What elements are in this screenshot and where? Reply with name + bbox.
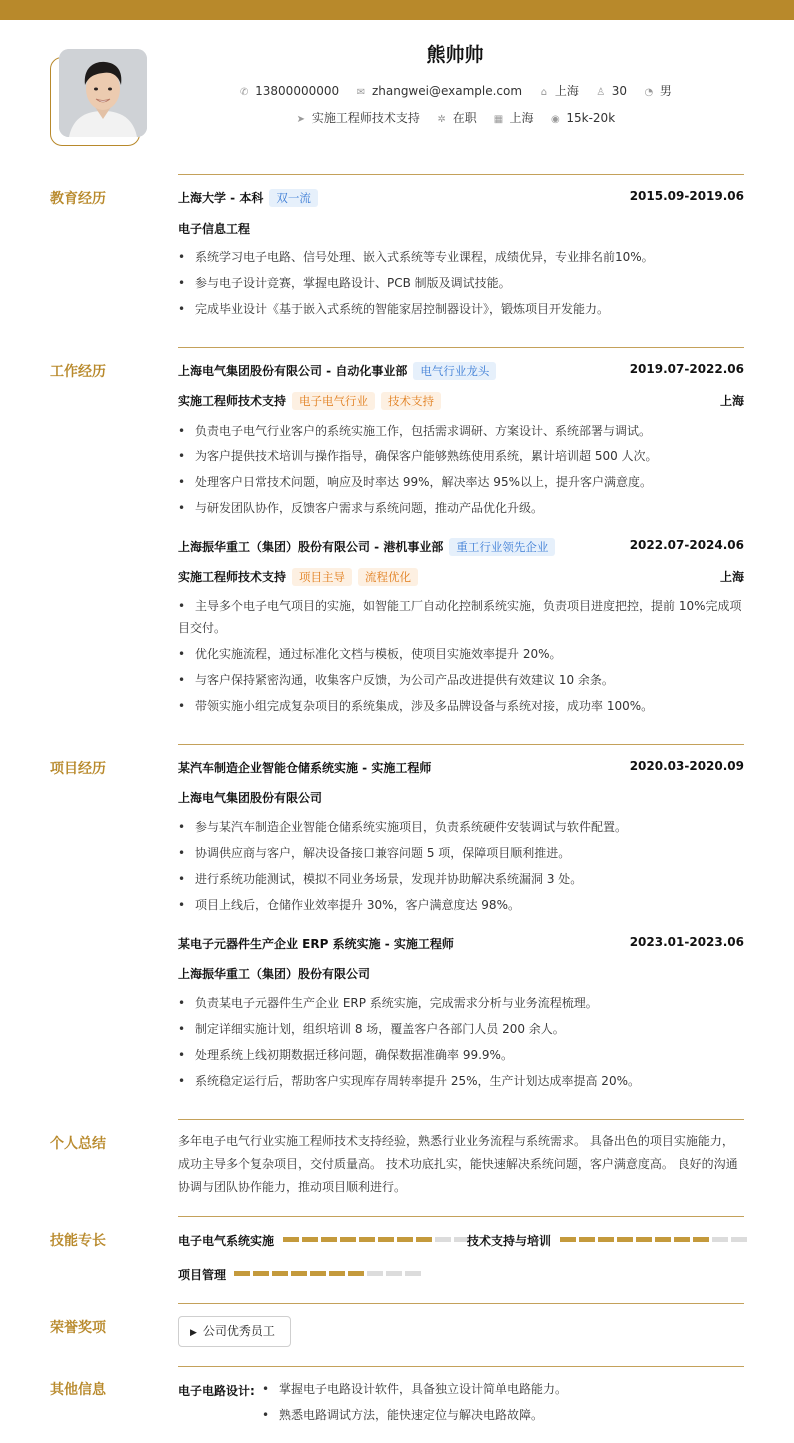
work-role — [178, 392, 744, 410]
skill-segment-filled — [560, 1237, 576, 1242]
work-location: 上海 — [719, 394, 744, 408]
section-title-work: 工作经历 — [50, 364, 106, 380]
company-name: 上海振华重工（集团）股份有限公司 - 港机事业部 — [178, 540, 444, 554]
skill-segment-filled — [655, 1237, 671, 1242]
skill-name: 技术支持与培训 — [467, 1234, 552, 1248]
work-header — [178, 538, 744, 556]
project-date: 2020.03-2020.09 — [629, 759, 744, 773]
divider — [178, 1303, 744, 1304]
salary-icon: ◉ — [551, 114, 560, 125]
role-tag: 电子电气行业 — [292, 392, 375, 410]
list-item: • 制定详细实施计划，组织培训 8 场，覆盖客户各部门人员 200 余人。 — [178, 1018, 744, 1040]
project-title: 某汽车制造企业智能仓储系统实施 - 实施工程师 — [178, 761, 432, 775]
project-title: 某电子元器件生产企业 ERP 系统实施 - 实施工程师 — [178, 937, 454, 951]
list-item: • 掌握电子电路设计软件，具备独立设计简单电路能力。 — [262, 1378, 742, 1400]
award-item[interactable] — [178, 1316, 291, 1347]
list-item: • 主导多个电子电气项目的实施，如智能工厂自动化控制系统实施，负责项目进度把控，提前 10%完成项 — [178, 595, 744, 617]
salary-value: 15k-20k — [566, 111, 616, 125]
age-icon: ♙ — [596, 87, 606, 98]
list-item: • 系统稳定运行后，帮助客户实现库存周转率提升 25%，生产计划达成率提高 20%。 — [178, 1070, 744, 1092]
company-name: 上海电气集团股份有限公司 - 自动化事业部 — [178, 364, 408, 378]
top-accent-bar — [0, 0, 794, 20]
list-item: • 进行系统功能测试，模拟不同业务场景，发现并协助解决系统漏洞 3 处。 — [178, 868, 744, 890]
list-item: • 协调供应商与客户，解决设备接口兼容问题 5 项，保障项目顺利推进。 — [178, 842, 744, 864]
skill-segment-filled — [693, 1237, 709, 1242]
phone-icon: ✆ — [239, 87, 249, 98]
role-name: 实施工程师技术支持 — [178, 394, 287, 408]
skill-segment-filled — [329, 1271, 345, 1276]
skill-segment-filled — [340, 1237, 356, 1242]
job-intent-row — [0, 109, 794, 126]
role-name: 实施工程师技术支持 — [178, 570, 287, 584]
skill-segment-empty — [731, 1237, 747, 1242]
project-company: 上海振华重工（集团）股份有限公司 — [178, 967, 371, 981]
list-item: • 参与电子设计竞赛，掌握电路设计、PCB 制版及调试技能。 — [178, 272, 744, 294]
divider — [178, 347, 744, 348]
role-tag: 技术支持 — [381, 392, 441, 410]
skill-segment-filled — [397, 1237, 413, 1242]
other-label: 电子电路设计: — [178, 1384, 255, 1398]
skill-segment-filled — [579, 1237, 595, 1242]
company-tag: 重工行业领先企业 — [449, 538, 555, 556]
major: 电子信息工程 — [178, 222, 251, 236]
skill-bar — [283, 1237, 470, 1242]
skill-segment-empty — [435, 1237, 451, 1242]
role-tag: 项目主导 — [292, 568, 352, 586]
work-date: 2022.07-2024.06 — [629, 538, 744, 552]
skill-segment-filled — [253, 1271, 269, 1276]
send-icon: ➤ — [296, 114, 306, 125]
work-date: 2019.07-2022.06 — [629, 362, 744, 376]
email-value: zhangwei@example.com — [371, 84, 523, 98]
skill-segment-empty — [386, 1271, 402, 1276]
mail-icon: ✉ — [356, 87, 366, 98]
project-header — [178, 935, 744, 952]
status-icon: ✲ — [437, 114, 446, 125]
skill-segment-filled — [674, 1237, 690, 1242]
divider — [178, 1216, 744, 1217]
skill-segment-filled — [310, 1271, 326, 1276]
list-item: • 与研发团队协作，反馈客户需求与系统问题，推动产品优化升级。 — [178, 497, 744, 519]
skill-segment-filled — [302, 1237, 318, 1242]
work-location: 上海 — [719, 570, 744, 584]
divider — [178, 174, 744, 175]
city-value: 上海 — [554, 84, 579, 98]
section-title-other: 其他信息 — [50, 1382, 106, 1398]
summary-line: 协调与团队协作能力，推动项目顺利进行。 — [178, 1180, 407, 1194]
skill-segment-filled — [416, 1237, 432, 1242]
divider — [178, 1366, 744, 1367]
award-label: 公司优秀员工 — [202, 1324, 275, 1338]
list-item-continuation: 目交付。 — [178, 621, 227, 635]
skill-segment-filled — [234, 1271, 250, 1276]
skill-segment-filled — [598, 1237, 614, 1242]
age-value: 30 — [611, 84, 628, 98]
divider — [178, 1119, 744, 1120]
skill-segment-filled — [272, 1271, 288, 1276]
school-tag: 双一流 — [269, 189, 318, 207]
section-title-awards: 荣誉奖项 — [50, 1320, 106, 1336]
divider — [178, 744, 744, 745]
company-tag: 电气行业龙头 — [413, 362, 496, 380]
skill-segment-empty — [405, 1271, 421, 1276]
building-icon: ▦ — [493, 114, 504, 125]
contact-row — [0, 82, 794, 99]
education-date: 2015.09-2019.06 — [629, 189, 744, 203]
role-tag: 流程优化 — [358, 568, 418, 586]
gender-value: 男 — [659, 84, 672, 98]
list-item: • 优化实施流程，通过标准化文档与模板，使项目实施效率提升 20%。 — [178, 643, 744, 665]
position-value: 实施工程师技术支持 — [311, 111, 420, 125]
list-item: • 熟悉电路调试方法，能快速定位与解决电路故障。 — [262, 1404, 742, 1426]
school-name: 上海大学 - 本科 — [178, 191, 264, 205]
section-title-summary: 个人总结 — [50, 1136, 106, 1152]
skill-bar — [234, 1271, 421, 1276]
list-item: • 项目上线后，仓储作业效率提升 30%，客户满意度达 98%。 — [178, 894, 744, 916]
home-icon: ⌂ — [540, 87, 548, 98]
list-item: • 负责电子电气行业客户的系统实施工作，包括需求调研、方案设计、系统部署与调试。 — [178, 420, 744, 442]
skill-segment-filled — [378, 1237, 394, 1242]
education-header — [178, 189, 744, 207]
skill-segment-empty — [712, 1237, 728, 1242]
skill-segment-filled — [617, 1237, 633, 1242]
list-item: • 参与某汽车制造企业智能仓储系统实施项目，负责系统硬件安装调试与软件配置。 — [178, 816, 744, 838]
section-title-skills: 技能专长 — [50, 1233, 106, 1249]
work-header — [178, 362, 744, 380]
work-role — [178, 568, 744, 586]
skill-segment-filled — [636, 1237, 652, 1242]
list-item: • 与客户保持紧密沟通，收集客户反馈，为公司产品改进提供有效建议 10 余条。 — [178, 669, 744, 691]
list-item: • 系统学习电子电路、信号处理、嵌入式系统等专业课程，成绩优异，专业排名前10%。 — [178, 246, 744, 268]
target-city-value: 上海 — [509, 111, 534, 125]
skill-name: 项目管理 — [178, 1268, 227, 1282]
summary-line: 成功主导多个复杂项目，交付质量高。 技术功底扎实，能快速解决系统问题，客户满意度高。 良好的沟通 — [178, 1157, 738, 1171]
skill-name: 电子电气系统实施 — [178, 1234, 275, 1248]
skill-segment-filled — [348, 1271, 364, 1276]
skill-segment-filled — [321, 1237, 337, 1242]
list-item: • 为客户提供技术培训与操作指导，确保客户能够熟练使用系统，累计培训超 500 人次。 — [178, 445, 744, 467]
skill-segment-filled — [359, 1237, 375, 1242]
project-header — [178, 759, 744, 776]
gender-icon: ◔ — [644, 87, 654, 98]
skill-segment-empty — [367, 1271, 383, 1276]
phone-value: 13800000000 — [255, 84, 340, 98]
skill-segment-filled — [283, 1237, 299, 1242]
summary-line: 多年电子电气行业实施工程师技术支持经验，熟悉行业业务流程与系统需求。 具备出色的项目实施能力， — [178, 1134, 734, 1148]
section-title-education: 教育经历 — [50, 191, 106, 207]
section-title-projects: 项目经历 — [50, 761, 106, 777]
list-item: • 处理系统上线初期数据迁移问题，确保数据准确率 99.9%。 — [178, 1044, 744, 1066]
list-item: • 带领实施小组完成复杂项目的系统集成，涉及多品牌设备与系统对接，成功率 100%。 — [178, 695, 744, 717]
status-value: 在职 — [452, 111, 477, 125]
project-company: 上海电气集团股份有限公司 — [178, 791, 323, 805]
list-item: • 处理客户日常技术问题，响应及时率达 99%，解决率达 95%以上，提升客户满意度。 — [178, 471, 744, 493]
skill-bar — [560, 1237, 747, 1242]
skill-segment-filled — [291, 1271, 307, 1276]
project-date: 2023.01-2023.06 — [629, 935, 744, 949]
list-item: • 负责某电子元器件生产企业 ERP 系统实施，完成需求分析与业务流程梳理。 — [178, 992, 744, 1014]
list-item: • 完成毕业设计《基于嵌入式系统的智能家居控制器设计》，锻炼项目开发能力。 — [178, 298, 744, 320]
play-icon: ▶ — [190, 1328, 197, 1338]
candidate-name: 熊帅帅 — [426, 44, 484, 66]
